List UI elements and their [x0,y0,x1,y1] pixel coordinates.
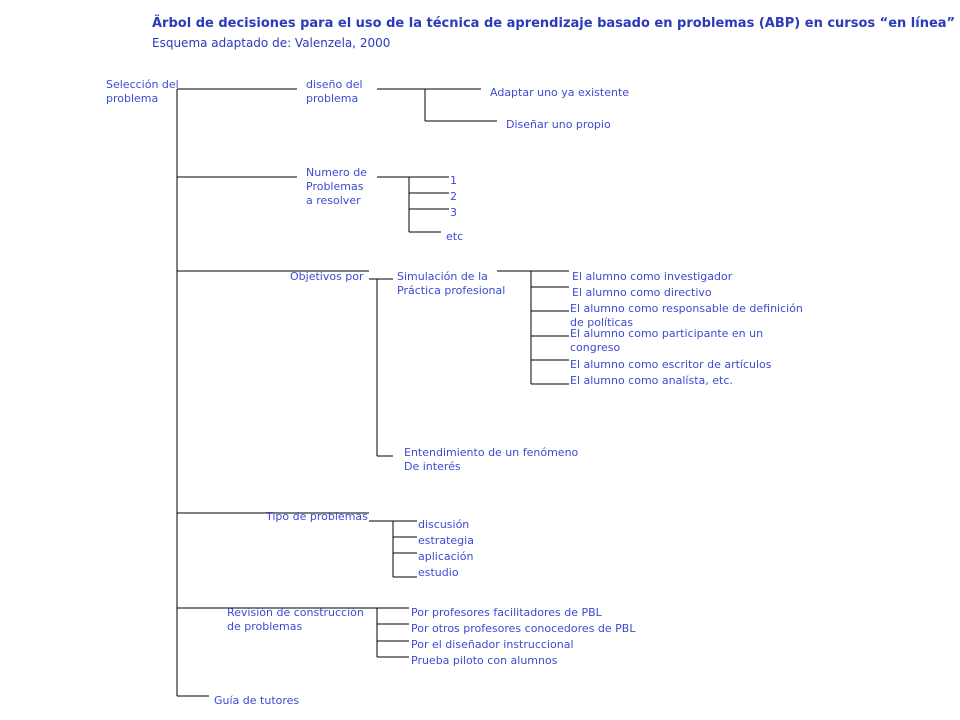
diagram-title: Ärbol de decisiones para el uso de la técnica de aprendizaje basado en problemas (ABP) en cursos “en línea” [152,16,956,31]
guia-node-label: Guía de tutores [214,694,300,707]
diseno-option-propio: Diseñar uno propio [506,118,611,131]
simulacion-option-escritor: El alumno como escritor de artículos [570,358,772,371]
simulacion-option-investigador: El alumno como investigador [572,270,733,283]
simulacion-option-congreso: El alumno como participante en un congreso [570,327,764,354]
tipo-option-estudio: estudio [418,566,459,579]
simulacion-option-politicas: El alumno como responsable de definición de políticas [570,302,803,329]
tipo-option-aplicacion: aplicación [418,550,474,563]
root-node-label: Selección del problema [106,78,179,105]
numero-node-label: Numero de Problemas a resolver [306,166,367,207]
diseno-node-label: diseño del problema [306,78,363,105]
diseno-option-adaptar: Adaptar uno ya existente [490,86,630,99]
revision-option-facilitadores: Por profesores facilitadores de PBL [411,606,602,619]
objetivos-node-label: Objetivos por [290,270,364,283]
numero-option-1: 1 [450,174,457,187]
numero-option-3: 3 [450,206,457,219]
revision-option-disenador: Por el diseñador instruccional [411,638,574,651]
tipo-option-estrategia: estrategia [418,534,474,547]
revision-node-label: Revisión de construcción de problemas [227,606,364,633]
simulacion-node-label: Simulación de la Práctica profesional [397,270,506,297]
numero-option-2: 2 [450,190,457,203]
numero-option-etc: etc [446,230,464,243]
simulacion-option-analista: El alumno como analísta, etc. [570,374,733,387]
entendimiento-node-label: Entendimiento de un fenómeno De interés [404,446,579,473]
diagram-subtitle: Esquema adaptado de: Valenzela, 2000 [152,36,391,50]
simulacion-option-directivo: El alumno como directivo [572,286,712,299]
revision-option-piloto: Prueba piloto con alumnos [411,654,558,667]
tipo-option-discusion: discusión [418,518,470,531]
tipo-node-label: Tipo de problemas [266,510,368,523]
revision-option-conocedores: Por otros profesores conocedores de PBL [411,622,636,635]
